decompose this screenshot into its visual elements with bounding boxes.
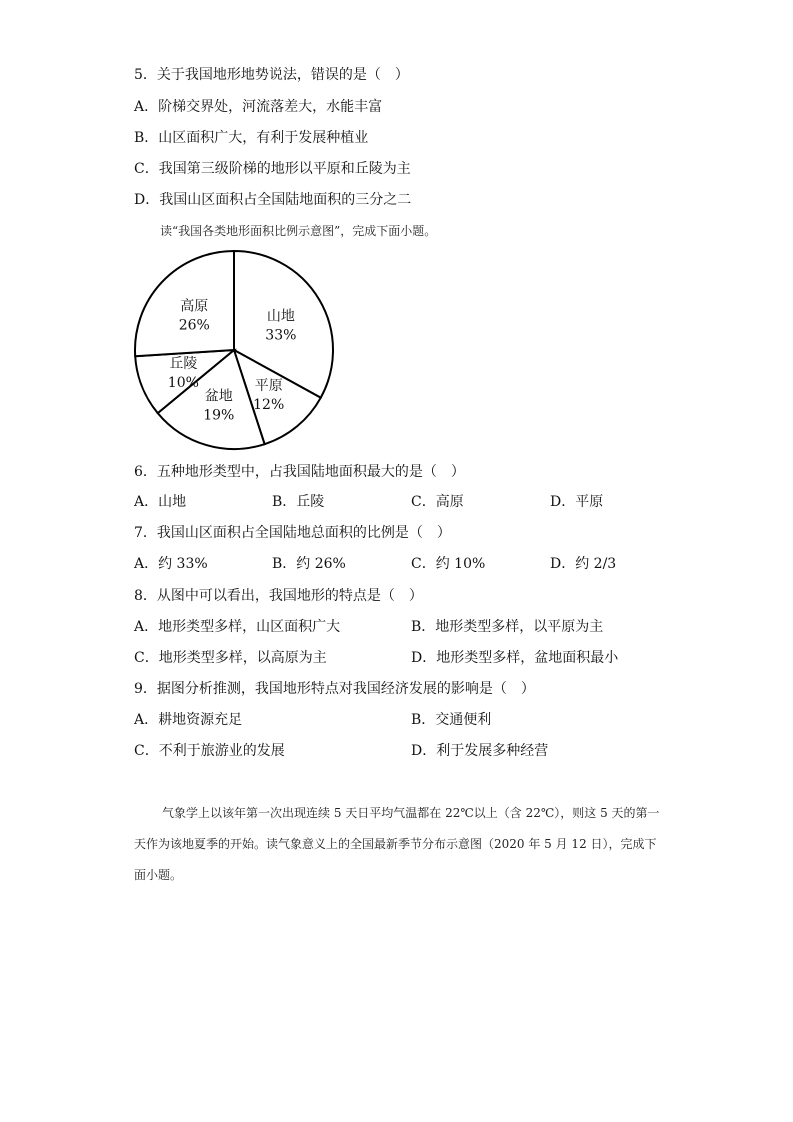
pie-percent-hill: 10%	[167, 375, 199, 392]
q8-stem: 8．从图中可以看出，我国地形的特点是（ ）	[134, 588, 423, 604]
q8-option-c: C．地形类型多样，以高原为主	[134, 650, 327, 666]
q7-option-b: B．约 26%	[272, 556, 346, 572]
q7-option-c: C．约 10%	[411, 556, 486, 572]
q5-option-a: A．阶梯交界处，河流落差大，水能丰富	[134, 99, 383, 115]
q9-stem: 9．据图分析推测，我国地形特点对我国经济发展的影响是（ ）	[134, 681, 535, 697]
q6-option-d: D．平原	[550, 494, 604, 510]
q7-option-d: D．约 2/3	[550, 556, 617, 572]
pie-label-mountain: 山地	[266, 308, 295, 325]
pie-percent-plain: 12%	[253, 396, 285, 413]
q9-option-d: D．利于发展多种经营	[411, 743, 549, 759]
pie-intro: 读“我国各类地形面积比例示意图”，完成下面小题。	[160, 224, 437, 238]
q5-option-c: C．我国第三级阶梯的地形以平原和丘陵为主	[134, 161, 411, 177]
q5-stem: 5．关于我国地形地势说法，错误的是（ ）	[134, 67, 409, 83]
q8-option-b: B．地形类型多样，以平原为主	[411, 619, 604, 635]
q7-option-a: A．约 33%	[134, 556, 208, 572]
q6-option-c: C．高原	[411, 494, 464, 510]
q7-stem: 7．我国山区面积占全国陆地总面积的比例是（ ）	[134, 525, 451, 541]
pie-label-plateau: 高原	[180, 298, 209, 315]
summer-onset-intro-paragraph	[134, 798, 660, 891]
terrain-area-pie-chart	[130, 222, 340, 452]
pie-percent-basin: 19%	[203, 407, 235, 424]
q9-option-b: B．交通便利	[411, 712, 492, 728]
q8-option-a: A．地形类型多样，山区面积广大	[134, 619, 341, 635]
pie-percent-plateau: 26%	[178, 317, 210, 334]
q6-option-a: A．山地	[134, 494, 187, 510]
pie-percent-mountain: 33%	[265, 327, 297, 344]
q5-option-b: B．山区面积广大，有利于发展种植业	[134, 130, 369, 146]
summer-onset-intro-text: 气象学上以该年第一次出现连续 5 天日平均气温都在 22℃以上（含 22℃），则这 5 天的第一天作为该地夏季的开始。读气象意义上的全国最新季节分布示意图（2020 年 5 月 12 日），完成下面小题。	[134, 806, 660, 882]
q6-option-b: B．丘陵	[272, 494, 325, 510]
pie-label-hill: 丘陵	[169, 356, 198, 373]
pie-label-plain: 平原	[254, 377, 283, 394]
q5-option-d: D．我国山区面积占全国陆地面积的三分之二	[134, 192, 412, 208]
q8-option-d: D．地形类型多样，盆地面积最小	[411, 650, 619, 666]
q9-option-a: A．耕地资源充足	[134, 712, 243, 728]
q9-option-c: C．不利于旅游业的发展	[134, 743, 285, 759]
pie-label-basin: 盆地	[204, 388, 233, 405]
q6-stem: 6．五种地形类型中，占我国陆地面积最大的是（ ）	[134, 464, 465, 480]
